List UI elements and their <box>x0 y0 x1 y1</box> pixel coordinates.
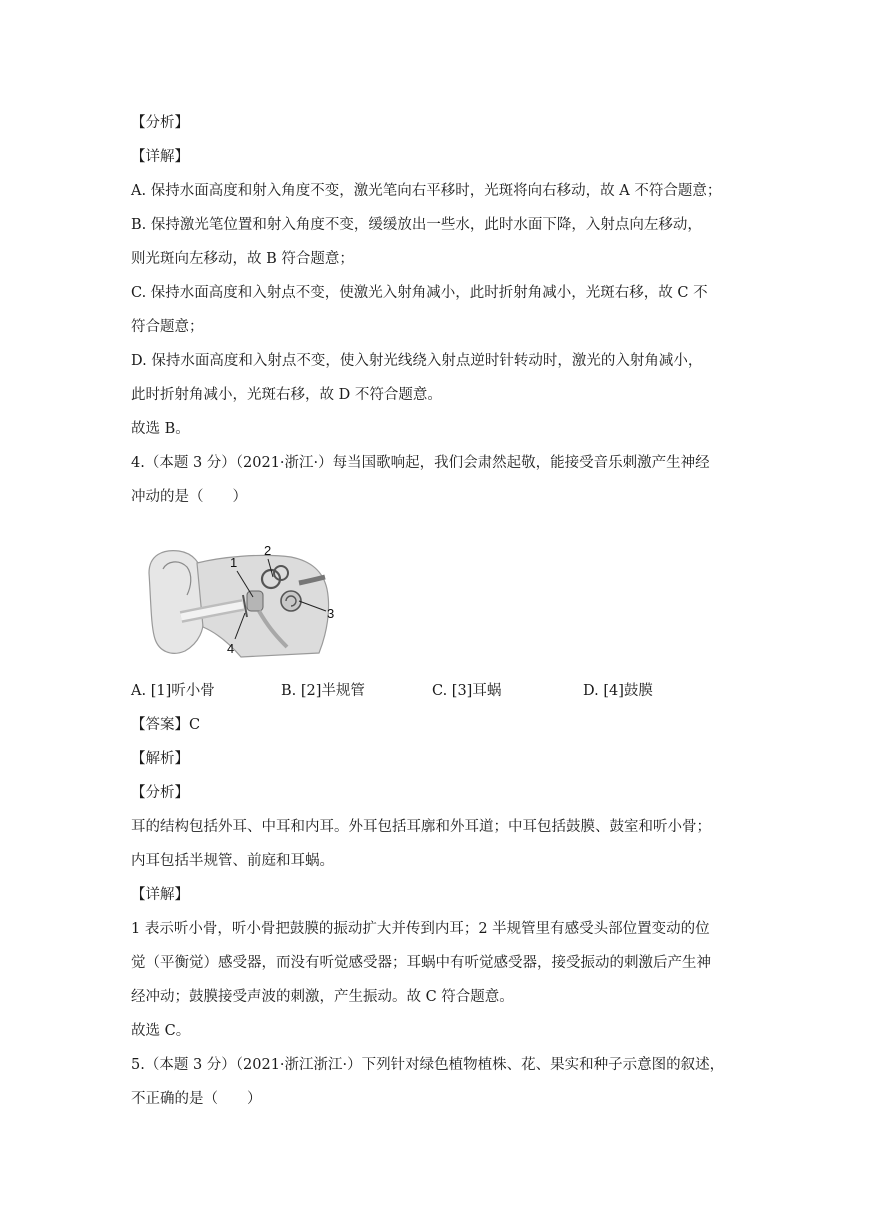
label-2: 2 <box>264 543 272 558</box>
text-line: 经冲动；鼓膜接受声波的刺激，产生振动。故 C 符合题意。 <box>131 989 514 1005</box>
label-3: 3 <box>327 606 335 621</box>
text-line: 符合题意； <box>131 319 204 335</box>
text-line: 觉（平衡觉）感受器，而没有听觉感受器；耳蜗中有听觉感受器，接受振动的刺激后产生神 <box>131 955 711 971</box>
option-d: D. [4]鼓膜 <box>583 683 653 699</box>
text-line: D. 保持水面高度和入射点不变，使入射光线绕入射点逆时针转动时，激光的入射角减小， <box>131 353 703 369</box>
option-b: B. [2]半规管 <box>281 683 365 699</box>
question-4-stem-cont: 冲动的是（ ） <box>131 489 247 505</box>
heading-analysis: 【分析】 <box>131 115 189 131</box>
text-line: 则光斑向左移动，故 B 符合题意； <box>131 251 354 267</box>
option-a: A. [1]听小骨 <box>131 683 215 699</box>
option-c: C. [3]耳蜗 <box>432 683 502 699</box>
heading-explanation: 【解析】 <box>131 751 189 767</box>
label-4: 4 <box>227 641 235 656</box>
text-line: C. 保持水面高度和入射点不变，使激光入射角减小，此时折射角减小，光斑右移，故 C 不 <box>131 285 708 301</box>
text-line: B. 保持激光笔位置和射入角度不变，缓缓放出一些水，此时水面下降，入射点向左移动， <box>131 217 702 233</box>
question-5-stem: 5.（本题 3 分）（2021·浙江浙江·）下列针对绿色植物植株、花、果实和种子示意图的叙述， <box>131 1057 725 1073</box>
answer-choice-line: 故选 C。 <box>131 1023 191 1039</box>
answer-choice-line: 故选 B。 <box>131 421 190 437</box>
heading-analysis: 【分析】 <box>131 785 189 801</box>
text-line: 1 表示听小骨，听小骨把鼓膜的振动扩大并传到内耳；2 半规管里有感受头部位置变动的位 <box>131 921 710 937</box>
label-1: 1 <box>230 555 238 570</box>
question-4-stem: 4.（本题 3 分）（2021·浙江·）每当国歌响起，我们会肃然起敬，能接受音乐刺激产生神经 <box>131 455 710 471</box>
text-line: A. 保持水面高度和射入角度不变，激光笔向右平移时，光斑将向右移动，故 A 不符合题意； <box>131 183 722 199</box>
answer-line: 【答案】C <box>131 717 201 733</box>
ear-diagram <box>141 543 347 661</box>
heading-detail: 【详解】 <box>131 887 189 903</box>
text-line: 此时折射角减小，光斑右移，故 D 不符合题意。 <box>131 387 442 403</box>
text-line: 耳的结构包括外耳、中耳和内耳。外耳包括耳廓和外耳道；中耳包括鼓膜、鼓室和听小骨； <box>131 819 711 835</box>
text-line: 内耳包括半规管、前庭和耳蜗。 <box>131 853 334 869</box>
heading-detail: 【详解】 <box>131 149 189 165</box>
question-5-stem-cont: 不正确的是（ ） <box>131 1091 262 1107</box>
